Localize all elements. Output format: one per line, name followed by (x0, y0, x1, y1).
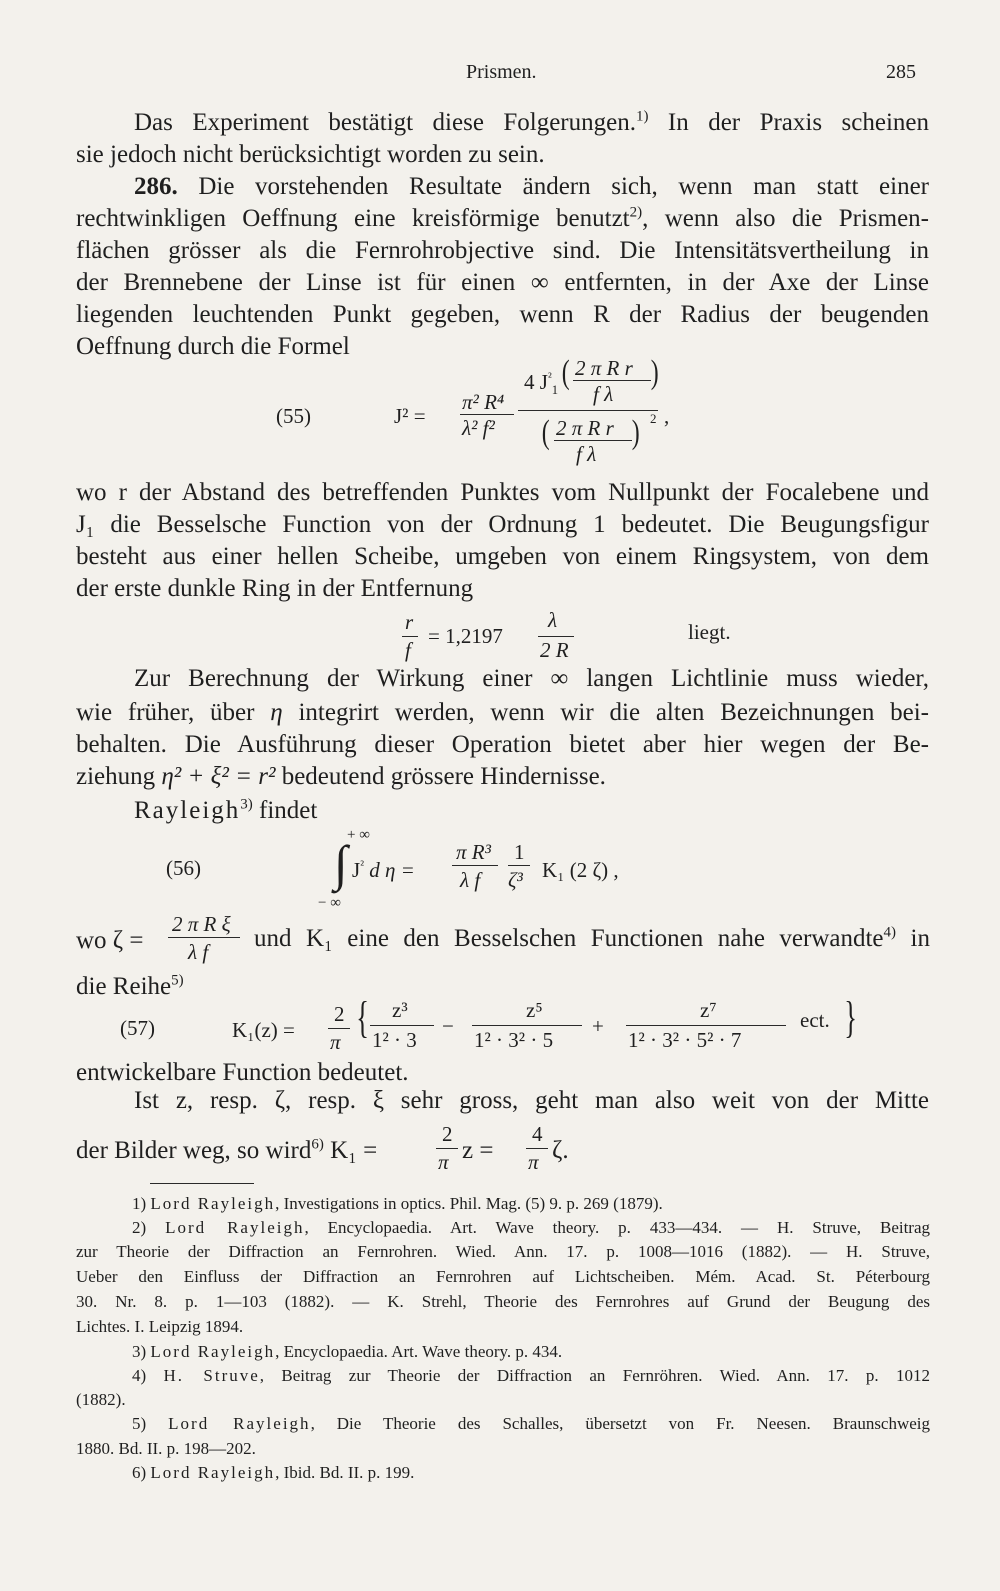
eq57-plus: + (592, 1014, 604, 1038)
eq56-num: π R³ (456, 840, 491, 864)
footnote-author: Lord Rayleigh (150, 1463, 276, 1482)
footnote-ref-6: 6) (311, 1136, 324, 1153)
footnote-author: Lord Rayleigh (150, 1194, 276, 1213)
para4-line1: entwickelbare Function bedeutet. (76, 1059, 409, 1086)
eq57-t2-num: z⁵ (526, 998, 543, 1022)
eq56-bar1 (452, 865, 498, 866)
eq55-arg-den: f λ (593, 382, 614, 406)
eq55-num-lparen: ( (561, 354, 570, 391)
book-page: Prismen. 285 Das Experiment bestätigt diese Folgerungen.$^{1)}$ In der Praxis scheinen sie jedoch nicht berücksichtigt worden zu sein. 286. Die vorstehenden Resultate ändern sich, wenn man statt einer rechtwinkligen Oeffnung eine kreisförmige benutzt$^{2)}$, wenn also die Prismen- flächen grösser als die Fernrohrobjective sind. Die Intensitätsvertheilung in der Brennebene der Linse ist für einen ∞ entfernten, in der Axe der Linse liegenden leuchtenden Punkt gegeben, wenn R der Radius der beugenden Oeffnung durch die Formel (55) J² = π² R⁴ λ² f² 4 $J^{^2}_1$ ( 2 π R r f λ ) ( 2 π R r f λ ) 2 , wo r der Abstand des betreffenden Punktes vom Nullpunkt der Focalebene und J₁ die Besselsche Function von der Ordnung 1 bedeutet. Die Beugungsfigur besteht aus einer hellen Scheibe, umgeben von einem Ringsystem, von dem der erste dunkle Ring in der Entfernung r f = 1,2197 λ 2 R liegt. Zur Berechnung der Wirkung einer ∞ langen Lichtlinie muss wieder, wie früher, über η integrirt werden, wenn wir die alten Bezeichnungen bei- behalten. Die Ausführung dieser Operation bietet aber hier wegen der Be- ziehung η² + ξ² = r² bedeutend grössere Hindernisse. Rayleigh$^{3)}$ findet (56) + ∞ ∫ − ∞ $J^{^2}$ d η = π R³ λ f 1 ζ³ K₁ (2 ζ) , wo ζ = 2 π R ξ λ f und K₁ eine den Besselschen Functionen nahe verwandte$^{4)}$ in die Reihe$^{5)}$ (57) K₁(z) = 2 π { z³ 1² · 3 − z⁵ 1² · 3² · 5 + z⁷ 1² · 3² · 5² · 7 ect. } entwickelbare Function bedeutet. Ist z, resp. ζ, resp. ξ sehr gross, geht man also weit von der Mitte der Bilder weg, so wird$^{6)}$ K₁ = 2 π z = 4 π ζ. 1) Lord Rayleigh, Investigations in optics. Phil. Mag. (5) 9. p. 269 (1879). 2) Lord Rayleigh, Encyclopaedia. Art. Wave theory. p. 433—434. — H. Struve, Beitrag zur Theorie der Diffraction an Fernrohren. Wied. Ann. 17. p. 1008—1016 (1882). — H. Struve, Ueber den Einfluss der Diffraction an Fernrohren auf Lichtscheiben. Mém. Acad. St. Péterbourg 30. Nr. 8. p. 1—103 (1882). — K. Strehl, Theorie des Fernrohres auf Grund der Beugung des Lichtes. I. Leipzig 1894. 3) Lord Rayleigh, Encyclopaedia. Art. Wave theory. p. 434. 4) H. Struve, Beitrag zur Theorie der Diffraction an Fernröhren. Wied. Ann. 17. p. 1012 (1882). 5) Lord Rayleigh, Die Theorie des Schalles, übersetzt von Fr. Neesen. Braunschweig 1880. Bd. II. p. 198—202. 6) Lord Rayleigh, Ibid. Bd. II. p. 199. (76, 61, 931, 1482)
footnote-rule (150, 1183, 254, 1184)
footnote-author: Lord Rayleigh (165, 1218, 305, 1237)
footnote-number: 2) (132, 1218, 147, 1237)
ring-lambda: λ (548, 608, 558, 632)
eq55-den-rparen: ) (631, 414, 640, 451)
footnote-ref-3: 3) (240, 796, 253, 813)
integral-sign: ∫ (334, 835, 348, 891)
ring-f: f (405, 638, 411, 662)
eq57-bar3 (626, 1025, 786, 1026)
ring-r: r (405, 610, 414, 634)
footnote-text: , Beitrag zur Theorie der Diffraction an Fernröhren. Wied. Ann. 17. p. 1012 (259, 1366, 930, 1385)
eq56-rhs: K₁ (2 ζ) , (542, 858, 619, 882)
para1-line1: Das Experiment bestätigt diese Folgerungen.$^{1)}$ In der Praxis scheinen (134, 108, 929, 136)
footnote-text: Ueber den Einfluss der Diffraction an Fernrohren auf Lichtscheiben. Mém. Acad. St. Péterbourg (76, 1267, 930, 1286)
eq57-t1-num: z³ (392, 998, 408, 1022)
para3-line1: Zur Berechnung der Wirkung einer ∞ langen Lichtlinie muss wieder, (134, 665, 929, 692)
section-number: 286. (134, 173, 178, 200)
footnote-text: , Encyclopaedia. Art. Wave theory. p. 434. (275, 1342, 563, 1361)
para2-line3: besteht aus einer hellen Scheibe, umgeben von einem Ringsystem, von dem (76, 543, 929, 570)
para2-line2: J₁ die Besselsche Function von der Ordnung 1 bedeutet. Die Beugungsfigur (76, 511, 929, 538)
eq55-lhs: J² = (394, 404, 426, 428)
infinity-symbol: ∞ (550, 665, 569, 692)
footnote-text: 30. Nr. 8. p. 1—103 (1882). — K. Strehl, Theorie des Fernrohres auf Grund der Beugung des (76, 1292, 930, 1311)
eq56-upper-limit: + ∞ (347, 827, 370, 843)
infinity-symbol: ∞ (530, 269, 549, 296)
eq55-arg-num: 2 π R r (575, 356, 633, 380)
zeta-den: λ f (188, 940, 209, 964)
para4-line2: Ist z, resp. ζ, resp. ξ sehr gross, geht man also weit von der Mitte (134, 1087, 929, 1114)
eq55-comma: , (664, 404, 670, 428)
eq55-coef-num: π² R⁴ (462, 390, 505, 414)
footnote-line (76, 1268, 930, 1285)
eq57-t2-den: 1² · 3² · 5 (474, 1028, 554, 1052)
eq57-bar2 (472, 1025, 582, 1026)
footnote-text: , Ibid. Bd. II. p. 199. (275, 1463, 415, 1482)
footnote-ref-1: 1) (635, 108, 649, 125)
footnote-line (76, 1391, 126, 1408)
para3-line4: ziehung η² + ξ² = r² bedeutend grössere Hindernisse. (76, 763, 606, 790)
footnote-number: 5) (132, 1414, 147, 1433)
eq57-t1-den: 1² · 3 (372, 1028, 417, 1052)
eq57-lhs: K₁(z) = (232, 1018, 295, 1042)
footnote-text: , Investigations in optics. Phil. Mag. (5) 9. p. 269 (1879). (275, 1194, 663, 1213)
footnote-text: zur Theorie der Diffraction an Fernrohren. Wied. Ann. 17. p. 1008—1016 (1882). — H. Struve, (76, 1242, 930, 1261)
zeta-bar (168, 937, 240, 938)
para4-f1-num: 2 (442, 1122, 453, 1146)
zeta-num: 2 π R ξ (172, 912, 231, 936)
eq57-pi: π (330, 1030, 341, 1054)
footnote-text: (1882). (76, 1390, 126, 1409)
para3-line3: behalten. Die Ausführung dieser Operation bietet aber hier wegen der Be- (76, 731, 929, 758)
eq57-bar1 (370, 1025, 434, 1026)
section-286-line5: liegenden leuchtenden Punkt gegeben, wenn R der Radius der beugenden (76, 301, 929, 328)
footnote-number: 4) (132, 1366, 147, 1385)
ring-eq: = 1,2197 (428, 624, 503, 648)
section-286-line2: rechtwinkligen Oeffnung eine kreisförmige benutzt$^{2)}$, wenn also die Prismen- (76, 204, 929, 232)
section-286-line6: Oeffnung durch die Formel (76, 333, 350, 360)
rayleigh-line: Rayleigh$^{3)}$ findet (134, 796, 318, 824)
section-286-line4: der Brennebene der Linse ist für einen ∞ entfernten, in der Axe der Linse (76, 269, 929, 296)
eq55-num-prefix: 4 $J^{^2}_1$ (524, 370, 559, 398)
eq56-lower-limit: − ∞ (318, 895, 341, 911)
footnote-text: , Die Theorie des Schalles, übersetzt von Fr. Neesen. Braunschweig (310, 1414, 931, 1433)
eq55-coef-den: λ² f² (462, 416, 495, 440)
footnote-line (76, 1243, 930, 1260)
eq57-rbrace: } (844, 993, 857, 1042)
para4-f2-num: 4 (532, 1122, 543, 1146)
eq56-zeta3: ζ³ (508, 868, 523, 892)
footnote-line (132, 1343, 562, 1360)
footnote-line (76, 1318, 243, 1335)
eq56-one: 1 (514, 840, 525, 864)
footnote-line (132, 1415, 930, 1432)
eq57-minus: − (442, 1014, 454, 1038)
eq57-label: (57) (120, 1016, 155, 1040)
eq57-t3-num: z⁷ (700, 998, 717, 1022)
eq55-den-exp: 2 (650, 411, 657, 426)
footnote-ref-5: 5) (171, 972, 184, 989)
eq56-label: (56) (166, 856, 201, 880)
eq57-t3-den: 1² · 3² · 5² · 7 (628, 1028, 742, 1052)
footnote-number: 1) (132, 1194, 147, 1213)
eq56-den: λ f (460, 868, 481, 892)
footnote-author: Lord Rayleigh (150, 1342, 276, 1361)
footnote-number: 6) (132, 1463, 147, 1482)
eq57-lbrace: { (356, 993, 369, 1042)
footnote-line (132, 1219, 930, 1236)
footnote-line (76, 1293, 930, 1310)
die-reihe: die Reihe$^{5)}$ (76, 972, 184, 1000)
para2-line1: wo r der Abstand des betreffenden Punktes vom Nullpunkt der Focalebene und (76, 479, 929, 506)
para4-f1-den: π (438, 1150, 449, 1174)
eq55-num-rparen: ) (650, 354, 659, 391)
footnote-text: Lichtes. I. Leipzig 1894. (76, 1317, 244, 1336)
footnote-number: 3) (132, 1342, 147, 1361)
para4-f2-den: π (528, 1150, 539, 1174)
footnote-line (132, 1367, 930, 1384)
footnote-text: , Encyclopaedia. Art. Wave theory. p. 433—434. — H. Struve, Beitrag (304, 1218, 931, 1237)
zeta-wo: wo ζ = (76, 927, 144, 954)
footnote-ref-4: 4) (883, 924, 897, 941)
para3-line2: wie früher, über η integrirt werden, wenn wir die alten Bezeichnungen bei- (76, 699, 929, 726)
footnote-text: 1880. Bd. II. p. 198—202. (76, 1439, 256, 1458)
para4-end: ζ. (552, 1137, 569, 1164)
section-286-line1: 286. Die vorstehenden Resultate ändern sich, wenn man statt einer (134, 173, 929, 200)
zeta-rest: und K₁ eine den Besselschen Functionen nahe verwandte$^{4)}$ in (254, 924, 930, 952)
eq56-integrand: $J^{^2}$ d η = (352, 858, 415, 882)
eta-symbol: η (270, 699, 283, 726)
para2-line4: der erste dunkle Ring in der Entfernung (76, 575, 474, 602)
eq55-label: (55) (276, 404, 311, 428)
eq57-etc: ect. (800, 1008, 830, 1032)
footnote-author: Lord Rayleigh (168, 1414, 311, 1433)
eq55-den-num: 2 π R r (556, 416, 614, 440)
eq57-two: 2 (334, 1002, 345, 1026)
footnote-line (76, 1440, 256, 1457)
eq56-bar2 (508, 865, 530, 866)
para1-line2: sie jedoch nicht berücksichtigt worden zu sein. (76, 141, 545, 168)
ring-liegt: liegt. (688, 620, 731, 644)
footnote-line (132, 1464, 414, 1481)
running-header-title: Prismen. (466, 61, 537, 83)
footnote-ref-2: 2) (629, 204, 643, 221)
ring-2R: 2 R (540, 638, 569, 662)
section-286-line3: flächen grösser als die Fernrohrobjective sind. Die Intensitätsvertheilung in (76, 237, 929, 264)
eq55-den-den: f λ (576, 442, 597, 466)
footnote-author: H. Struve (163, 1366, 260, 1385)
para4-mid: z = (462, 1137, 494, 1164)
eq55-den-lparen: ( (541, 414, 550, 451)
page-number: 285 (886, 61, 916, 83)
footnote-line (132, 1195, 663, 1212)
eq55-main-bar (518, 410, 658, 411)
